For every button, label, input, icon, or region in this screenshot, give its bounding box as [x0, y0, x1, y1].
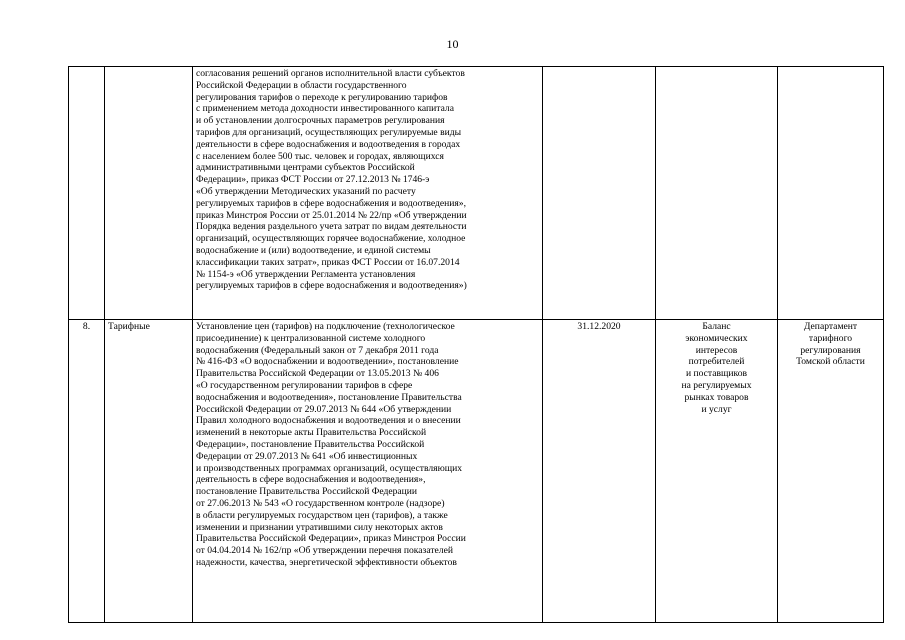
measure-type-cell: [105, 67, 193, 320]
measure-description-cell: [193, 67, 543, 320]
text-line: классификации таких затрат», приказ ФСТ России от 16.07.2014: [196, 256, 460, 268]
measure-description-cell: [193, 320, 543, 623]
text-line: регулирования тарифов о переходе к регулированию тарифов: [196, 91, 448, 103]
text-line: Установление цен (тарифов) на подключение (технологическое: [196, 321, 455, 332]
text-line: в области регулируемых государством цен (тарифов), а также: [196, 509, 448, 521]
text-line: тарифного: [808, 332, 853, 344]
text-line: № 416-ФЗ «О водоснабжении и водоотведении», постановление: [196, 356, 459, 368]
text-line: Правил холодного водоснабжения и водоотведения и о внесении: [196, 415, 461, 427]
text-line: водоснабжение и (или) водоотведение, и единой системы: [196, 244, 431, 256]
measures-table: [68, 66, 884, 623]
text-line: Правительства Российской Федерации от 13.05.2013 № 406: [196, 368, 439, 380]
text-line: регулируемых тарифов в сфере водоснабжения и водоотведения»): [196, 280, 467, 292]
text-line: административными центрами субъектов Российской: [196, 162, 415, 174]
measure-type-cell: Тарифные: [105, 320, 193, 623]
text-line: деятельность в сфере водоснабжения и водоотведения»,: [196, 474, 426, 486]
text-line: и поставщиков: [685, 368, 748, 380]
text-line: Томской области: [796, 356, 865, 368]
page-number: 10: [446, 37, 459, 51]
text-line: деятельности в сфере водоснабжения и водоотведения в городах: [196, 138, 461, 150]
text-line: тарифов для организаций, осуществляющих регулируемые виды: [196, 126, 462, 138]
text-line: Порядка ведения раздельного учета затрат по видам деятельности: [196, 221, 467, 233]
text-line: интересов: [695, 344, 738, 356]
text-line: «О государственном регулировании тарифов в сфере: [196, 379, 413, 391]
text-line: организаций, осуществляющих горячее водоснабжение, холодное: [196, 233, 466, 245]
goal-cell: [656, 67, 778, 320]
text-line: потребителей: [688, 356, 745, 368]
text-line: изменении и признании утратившими силу некоторых актов: [196, 521, 443, 533]
description-lines: [196, 321, 539, 569]
text-line: Правительства Российской Федерации», приказ Минстроя России: [196, 533, 466, 545]
text-line: надежности, качества, энергетической эффективности объектов: [196, 556, 457, 568]
deadline-cell: [543, 67, 656, 320]
text-line: от 27.06.2013 № 543 «О государственном контроле (надзоре): [196, 497, 445, 509]
text-line: с применением метода доходности инвестированного капитала: [196, 103, 454, 115]
goal-cell: [656, 320, 778, 623]
text-line: регулирования: [800, 344, 861, 356]
text-line: от 04.04.2014 № 162/пр «Об утверждении перечня показателей: [196, 545, 453, 557]
text-line: и об установлении долгосрочных параметров регулирования: [196, 115, 445, 127]
text-line: рынках товаров: [684, 391, 749, 403]
text-line: Федерации», постановление Правительства Российской: [196, 438, 425, 450]
text-line: Российской Федерации от 29.07.2013 № 644 «Об утверждении: [196, 403, 452, 415]
description-lines: [196, 68, 539, 292]
text-line: согласования решений органов исполнительной власти субъектов: [196, 68, 465, 79]
text-line: приказ Минстроя России от 25.01.2014 № 22/пр «Об утверждении: [196, 209, 467, 221]
table-row: [69, 320, 884, 623]
row-number-cell: 8.: [69, 320, 105, 623]
text-line: и производственных программах организаций, осуществляющих: [196, 462, 463, 474]
responsible-cell: [778, 67, 884, 320]
text-line: Департамент: [803, 321, 858, 332]
text-line: регулируемых тарифов в сфере водоснабжения и водоотведения»,: [196, 197, 466, 209]
text-line: и услуг: [701, 403, 732, 415]
deadline-cell: 31.12.2020: [543, 320, 656, 623]
text-line: Баланс: [702, 321, 731, 332]
row-number-cell: [69, 67, 105, 320]
table-row: [69, 67, 884, 320]
text-line: водоснабжения (Федеральный закон от 7 декабря 2011 года: [196, 344, 439, 356]
text-line: на регулируемых: [681, 379, 752, 391]
text-line: Федерации от 29.07.2013 № 641 «Об инвестиционных: [196, 450, 418, 462]
text-line: присоединение) к централизованной системе холодного: [196, 332, 426, 344]
text-line: с населением более 500 тыс. человек и городах, являющихся: [196, 150, 444, 162]
text-line: «Об утверждении Методических указаний по расчету: [196, 185, 416, 197]
responsible-cell: [778, 320, 884, 623]
text-line: Федерации», приказ ФСТ России от 27.12.2013 № 1746-э: [196, 174, 430, 186]
text-line: изменений в некоторые акты Правительства Российской: [196, 427, 427, 439]
text-line: № 1154-э «Об утверждении Регламента установления: [196, 268, 416, 280]
text-line: постановление Правительства Российской Федерации: [196, 486, 418, 498]
text-line: экономических: [685, 332, 748, 344]
text-line: водоснабжения и водоотведения», постановление Правительства: [196, 391, 462, 403]
text-line: Российской Федерации в области государственного: [196, 79, 407, 91]
